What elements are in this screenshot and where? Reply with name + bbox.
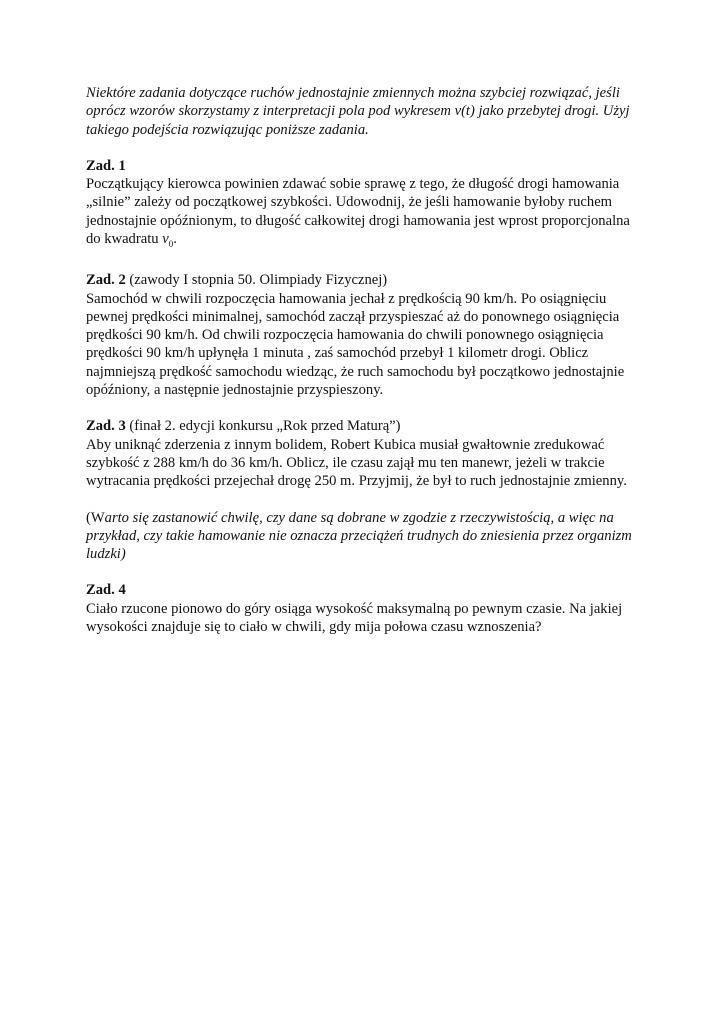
task-3-title: Zad. 3 xyxy=(86,418,126,435)
task-4-heading xyxy=(86,581,646,599)
task-1-title: Zad. 1 xyxy=(86,157,126,174)
document-content xyxy=(86,84,646,636)
note-text: arto się zastanowić chwilę, czy dane są dobrane w zgodzie z rzeczywistością, a więc na przykład, czy takie hamowanie nie oznacza przeciążeń trudnych do zniesienia przez organizm ludzki) xyxy=(86,509,632,563)
v0-letter: v xyxy=(162,231,169,248)
task-2-source: (zawody I stopnia 50. Olimpiady Fizycznej) xyxy=(125,272,388,289)
task-3-source: (finał 2. edycji konkursu „Rok przed Maturą”) xyxy=(125,418,401,435)
task-1-end: . xyxy=(173,231,177,248)
task-2-title: Zad. 2 xyxy=(86,272,126,289)
task-2-heading xyxy=(86,271,646,289)
task-1-heading xyxy=(86,157,646,175)
task-4 xyxy=(86,581,646,636)
v0-subscript: 0 xyxy=(168,238,174,249)
task-4-title: Zad. 4 xyxy=(86,582,126,599)
task-1-body xyxy=(86,175,646,253)
task-2 xyxy=(86,271,646,399)
task-1-text: Początkujący kierowca powinien zdawać sobie sprawę z tego, że długość drogi hamowania „silnie” zależy od początkowej szybkości. Udowodnij, że jeśli hamowanie byłoby ruchem jednostajnie opóźnionym, to długość całkowitej drogi hamowania jest wprost proporcjonalna do kwadratu xyxy=(86,176,630,248)
intro-paragraph: Niektóre zadania dotyczące ruchów jednostajnie zmiennych można szybciej rozwiązać, jeśli oprócz wzorów skorzystamy z interpretacji pola pod wykresem v(t) jako przebytej drogi. Użyj takiego podejścia rozwiązując poniższe zadania. xyxy=(86,85,630,138)
task-3-heading xyxy=(86,417,646,435)
v0-symbol xyxy=(162,231,173,247)
note-open: (W xyxy=(86,509,105,526)
task-4-body: Ciało rzucone pionowo do góry osiąga wysokość maksymalną po pewnym czasie. Na jakiej wysokości znajduje się to ciało w chwili, gdy mija połowa czasu wznoszenia? xyxy=(86,600,623,636)
task-3 xyxy=(86,417,646,490)
comment-note xyxy=(86,509,646,564)
task-3-body: Aby uniknąć zderzenia z innym bolidem, Robert Kubica musiał gwałtownie zredukować szybkość z 288 km/h do 36 km/h. Oblicz, ile czasu zajął mu ten manewr, jeżeli w trakcie wytracania prędkości przejechał drogę 250 m. Przyjmij, że był to ruch jednostajnie zmienny. xyxy=(86,436,627,490)
task-1 xyxy=(86,157,646,253)
task-2-body: Samochód w chwili rozpoczęcia hamowania jechał z prędkością 90 km/h. Po osiągnięciu pewnej prędkości minimalnej, samochód zaczął przyspieszać aż do ponownego osiągnięcia prędkości 90 km/h. Od chwili rozpoczęcia hamowania do chwili ponownego osiągnięcia prędkości 90 km/h upłynęła 1 minuta , zaś samochód przebył 1 kilometr drogi. Oblicz najmniejszą prędkość samochodu wiedząc, że ruch samochodu był początkowo jednostajnie opóźniony, a następnie jednostajnie przyspieszony. xyxy=(86,290,625,399)
